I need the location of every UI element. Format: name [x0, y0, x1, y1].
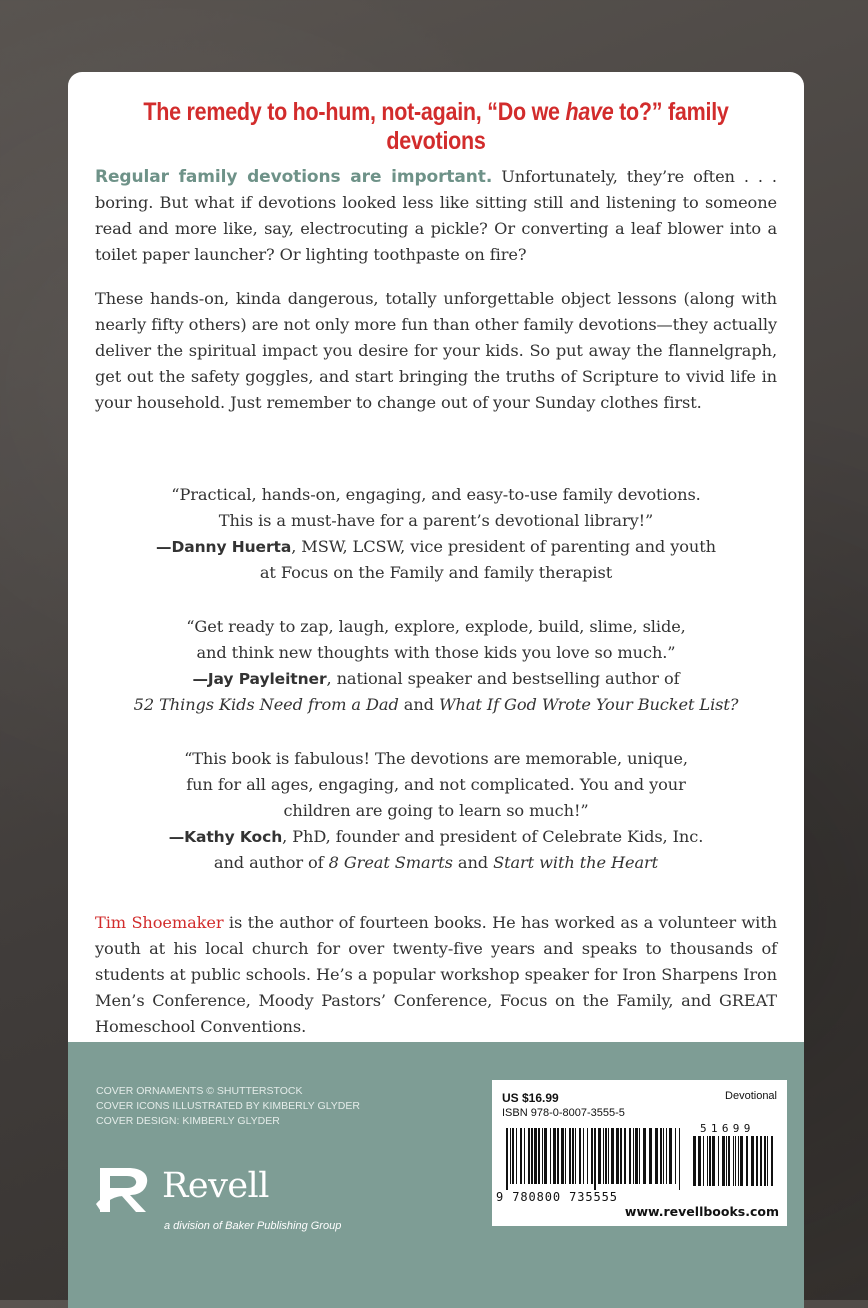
- endorser-name: —Kathy Koch: [168, 828, 283, 846]
- footer-band: [68, 1042, 804, 1308]
- barcode-box: [492, 1080, 787, 1226]
- headline: The remedy to ho-hum, not-again, “Do we have to?” family devotions: [143, 98, 729, 155]
- isbn: ISBN 978-0-8007-3555-5: [502, 1107, 625, 1119]
- back-cover-card: [68, 72, 804, 1308]
- author-bio: Tim Shoemaker is the author of fourteen books. He has worked as a volunteer with youth at his local church for over twenty-five years and speaks to thousands of students at public schools. He’s a popular workshop speaker for Iron Sharpens Iron Men’s Conference, Moody Pastors’ Conference, Focus on the Family, and GREAT Homeschool Conventions.: [95, 913, 777, 1036]
- revell-r-icon: [94, 1164, 156, 1216]
- publisher-tagline: a division of Baker Publishing Group: [164, 1220, 342, 1232]
- endorser-name: —Danny Huerta: [156, 538, 292, 556]
- genre-label: Devotional: [725, 1090, 777, 1102]
- description-lead: Regular family devotions are important.: [95, 167, 493, 187]
- author-name: Tim Shoemaker: [95, 913, 224, 932]
- isbn-barcode: [506, 1128, 682, 1190]
- description-paragraph-2: These hands-on, kinda dangerous, totally unforgettable object lessons (along with nearly fifty others) are not only more fun than other family devotions—they actually deliver the spiritual impact you desire for your kids. So put away the flannelgraph, get out the safety goggles, and start bringing the truths of Scripture to vivid life in your household. Just remember to change out of your Sunday clothes first.: [95, 289, 777, 412]
- endorser-name: —Jay Payleitner: [192, 670, 327, 688]
- endorsement-3: “This book is fabulous! The devotions are memorable, unique, fun for all ages, engaging, and not complicated. You and your children are going to learn so much!” —Kathy Koch, PhD, founder and president of Celebrate Kids, Inc. and author of 8 Great Smarts and Start with the Heart: [168, 749, 704, 872]
- cover-credits: COVER ORNAMENTS © SHUTTERSTOCK COVER ICONS ILLUSTRATED BY KIMBERLY GLYDER COVER DESIGN: KIMBERLY GLYDER: [96, 1085, 360, 1127]
- endorsement-2: “Get ready to zap, laugh, explore, explode, build, slime, slide, and think new thoughts with those kids you love so much.” —Jay Payleitner, national speaker and bestselling author of 52 Things Kids Need from a Dad and What If God Wrote Your Bucket List?: [133, 617, 739, 714]
- publisher-logo: [94, 1164, 394, 1254]
- publisher-name: Revell: [162, 1166, 269, 1206]
- price: US $16.99: [502, 1091, 559, 1105]
- ean-digits: 9 780800 735555: [496, 1190, 618, 1204]
- description-paragraph-1: Regular family devotions are important. Unfortunately, they’re often . . . boring. But what if devotions looked less like sitting still and listening to someone read and more like, say, electrocuting a pickle? Or converting a leaf blower into a toilet paper launcher? Or lighting toothpaste on fire?: [95, 167, 777, 264]
- addon-digits: 51699: [700, 1122, 755, 1135]
- website-url: www.revellbooks.com: [624, 1204, 779, 1219]
- endorsement-1: “Practical, hands-on, engaging, and easy-to-use family devotions. This is a must-have for a parent’s devotional library!” —Danny Huerta, MSW, LCSW, vice president of parenting and youth at Focus on the Family and family therapist: [156, 485, 716, 582]
- price-addon-barcode: [693, 1136, 773, 1192]
